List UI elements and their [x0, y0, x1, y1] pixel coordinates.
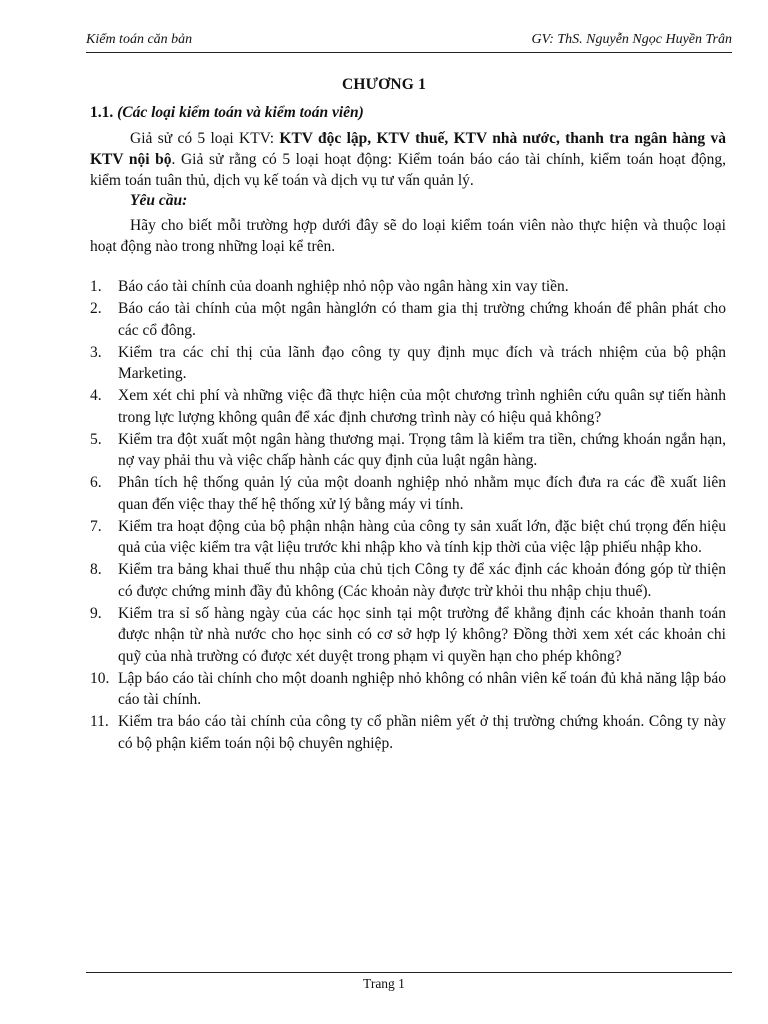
- list-item: [90, 429, 726, 472]
- list-item-number: 8.: [90, 561, 102, 578]
- list-item-text: Lập báo cáo tài chính cho một doanh nghiệp nhỏ không có nhân viên kế toán đủ khả năng lập báo cáo tài chính.: [118, 669, 726, 708]
- list-item-number: 7.: [90, 517, 102, 535]
- page-header: [86, 30, 732, 53]
- list-item-number: 9.: [90, 604, 102, 622]
- header-lecturer: GV: ThS. Nguyễn Ngọc Huyền Trân: [531, 32, 732, 47]
- header-course-title: Kiểm toán căn bản: [86, 32, 193, 47]
- intro-lead: Giả sử có 5 loại KTV:: [130, 130, 280, 147]
- list-item: [90, 385, 726, 428]
- list-item-text: Kiểm tra sỉ số hàng ngày của các học sinh tại một trường để khẳng định các khoản thanh toán được nhận từ nhà nước cho học sinh có cơ sở hợp lý không? Đồng thời xem xét các khoản chi quỹ của nhà trường có được xét duyệt trong phạm vi quyền hạn cho phép không?: [118, 604, 726, 665]
- list-item-text: Phân tích hệ thống quản lý của một doanh nghiệp nhỏ nhằm mục đích đưa ra các đề xuất liên quan đến việc thay thế hệ thống xử lý bằng máy vi tính.: [118, 474, 726, 513]
- intro-paragraph: [90, 128, 726, 191]
- footer-divider: [86, 972, 732, 973]
- list-item-text: Kiểm tra đột xuất một ngân hàng thương mại. Trọng tâm là kiểm tra tiền, chứng khoán ngắn hạn, nợ vay phải thu và việc chấp hành các quy định của luật ngân hàng.: [118, 430, 726, 469]
- list-item-number: 1.: [90, 278, 102, 295]
- list-item-number: 2.: [90, 300, 102, 317]
- list-item: [90, 472, 726, 515]
- list-item: [90, 711, 726, 754]
- intro-auditor-types: KTV độc lập, KTV thuế, KTV nhà nước, thanh tra ngân hàng và KTV nội bộ: [90, 130, 726, 168]
- section-title: (Các loại kiểm toán và kiểm toán viên): [117, 104, 364, 121]
- list-item: [90, 276, 726, 298]
- list-item-number: 3.: [90, 343, 102, 361]
- list-item-text: Kiểm tra các chỉ thị của lãnh đạo công ty quy định mục đích và trách nhiệm của bộ phận Marketing.: [118, 343, 726, 382]
- list-item-text: Báo cáo tài chính của doanh nghiệp nhỏ nộp vào ngân hàng xin vay tiền.: [118, 278, 569, 295]
- list-item-text: Kiểm tra bảng khai thuế thu nhập của chủ tịch Công ty để xác định các khoản đóng góp từ thiện có được chứng minh đầy đủ không (Các khoản này được trừ khỏi thu nhập chịu thuế).: [118, 561, 726, 600]
- list-item-text: Kiểm tra hoạt động của bộ phận nhận hàng của công ty sản xuất lớn, đặc biệt chú trọng đến hiệu quả của việc kiểm tra vật liệu trước khi nhập kho và tính kịp thời của việc lập phiếu nhập kho.: [118, 517, 726, 556]
- list-item-text: Kiểm tra báo cáo tài chính của công ty cổ phần niêm yết ở thị trường chứng khoán. Công ty này có bộ phận kiểm toán nội bộ chuyên nghiệp.: [118, 713, 726, 752]
- list-item-number: 11.: [90, 713, 109, 730]
- list-item-number: 5.: [90, 430, 102, 448]
- list-item: [90, 668, 726, 711]
- list-item: [90, 298, 726, 341]
- list-item-number: 4.: [90, 387, 102, 404]
- chapter-title: CHƯƠNG 1: [341, 76, 427, 93]
- requirement-label: Yêu cầu:: [130, 192, 188, 209]
- list-item-number: 10.: [90, 669, 110, 687]
- intro-rest: . Giả sử rằng có 5 loại hoạt động: Kiểm toán báo cáo tài chính, kiểm toán hoạt động, kiểm toán tuân thủ, dịch vụ kế toán và dịch vụ tư vấn quản lý.: [90, 151, 726, 189]
- list-item-text: Báo cáo tài chính của một ngân hànglớn có tham gia thị trường chứng khoán để phân phát cho các cổ đông.: [118, 300, 726, 339]
- list-item: [90, 342, 726, 385]
- requirement-text: Hãy cho biết mỗi trường hợp dưới đây sẽ do loại kiểm toán viên nào thực hiện và thuộc loại hoạt động nào trong những loại kể trên.: [90, 217, 726, 255]
- list-item-text: Xem xét chi phí và những việc đã thực hiện của một chương trình nghiên cứu quân sự tiến hành trong lực lượng không quân để xác định chương trình này có hiệu quả không?: [118, 387, 726, 426]
- list-item: [90, 559, 726, 602]
- section-heading: [90, 104, 364, 122]
- case-list: [90, 276, 726, 755]
- list-item: [90, 603, 726, 668]
- list-item: [90, 516, 726, 559]
- section-number: 1.1.: [90, 104, 114, 121]
- list-item-number: 6.: [90, 474, 102, 491]
- page-number: Trang 1: [363, 976, 405, 991]
